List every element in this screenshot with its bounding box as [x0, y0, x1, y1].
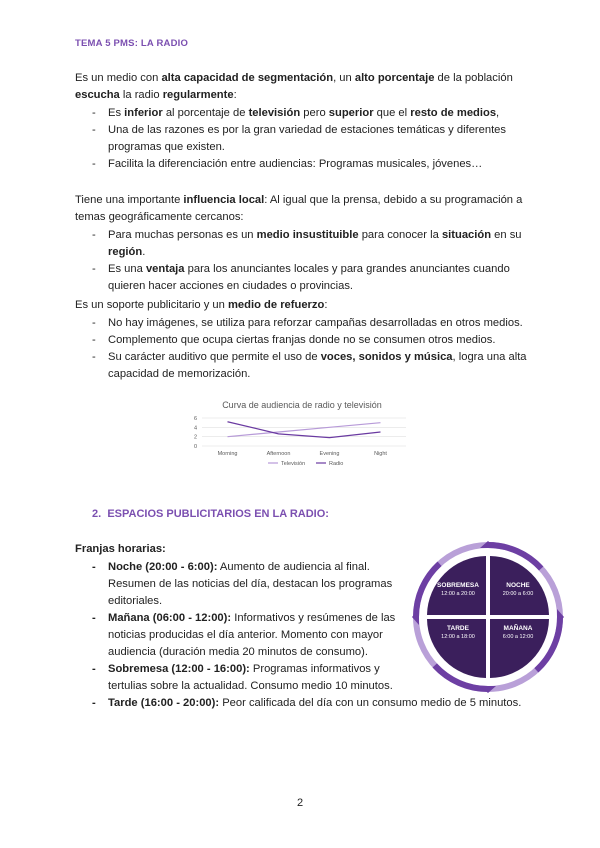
quadrant-title: MAÑANA — [503, 625, 533, 632]
y-tick-label: 0 — [193, 444, 197, 450]
cycle-quadrants — [427, 556, 549, 678]
list-item: - No hay imágenes, se utiliza para reforzar campañas desarrolladas en otros medios. — [92, 315, 532, 332]
bullet-list-reinforcement — [92, 315, 532, 383]
paragraph-segmentation — [75, 70, 535, 104]
paragraph-local-influence: Tiene una importante influencia local: Al igual que la prensa, debido a su programación a temas geográficamente cercanos: — [75, 194, 523, 223]
quadrant-time: 12:00 a 18:00 — [441, 634, 475, 640]
list-item: - Complemento que ocupa ciertas franjas donde no se consumen otros medios. — [92, 332, 532, 349]
text-bold: alto porcentaje — [354, 72, 435, 84]
section-heading — [92, 508, 329, 520]
text-segment: la radio — [119, 89, 163, 101]
list-item: - Es una ventaja para los anunciantes locales y para grandes anunciantes cuando quieren hacer acciones en ciudades o provincias. — [92, 261, 532, 295]
text-segment: : — [233, 89, 237, 101]
bullet-list-segmentation — [92, 105, 532, 173]
section-title: ESPACIOS PUBLICITARIOS EN LA RADIO: — [107, 508, 329, 520]
bullet-list-local — [92, 227, 532, 295]
list-item: - Noche (20:00 - 6:00): Aumento de audiencia al final. Resumen de las noticias del día, destacan los programas editoriales. — [92, 559, 402, 610]
list-item: - Facilita la diferenciación entre audiencias: Programas musicales, jóvenes… — [92, 156, 532, 173]
text-bold: escucha — [75, 89, 120, 101]
franjas-title: Franjas horarias: — [75, 543, 166, 555]
list-item: - Mañana (06:00 - 12:00): Informativos y resúmenes de las noticias producidas el día anterior. Momento con mayor audiencia (duración media 20 minutos de consumo). — [92, 610, 402, 661]
list-item: - Es inferior al porcentaje de televisión pero superior que el resto de medios, — [92, 105, 532, 122]
quadrant-time: 12:00 a 20:00 — [441, 591, 475, 597]
list-item: - Una de las razones es por la gran variedad de estaciones temáticas y diferentes programas que existen. — [92, 122, 532, 156]
page-header: TEMA 5 PMS: LA RADIO — [75, 38, 189, 49]
chart-series — [228, 422, 381, 438]
x-tick-label: Evening — [319, 451, 340, 457]
y-tick-label: 6 — [193, 416, 197, 422]
legend-label: Radio — [329, 461, 344, 467]
quadrant-title: NOCHE — [506, 582, 530, 589]
chart-y-axis — [194, 416, 197, 450]
legend-label: Televisión — [281, 461, 306, 467]
text-segment: , un — [333, 72, 355, 84]
quadrant-title: SOBREMESA — [437, 582, 479, 589]
cycle-ring — [412, 541, 564, 693]
quadrant-time: 20:00 a 6:00 — [502, 591, 534, 597]
text-bold: alta capacidad de segmentación — [161, 72, 334, 84]
audience-line-chart — [180, 392, 410, 474]
text-segment: Es un medio con — [75, 72, 162, 84]
paragraph-reinforcement: Es un soporte publicitario y un medio de refuerzo: — [75, 299, 328, 311]
chart-x-axis — [218, 451, 388, 457]
list-item: - Para muchas personas es un medio insustituible para conocer la situación en su región. — [92, 227, 532, 261]
section-number: 2. — [92, 508, 102, 520]
list-item: - Sobremesa (12:00 - 16:00): Programas informativos y tertulias sobre la actualidad. Consumo medio 10 minutos. — [92, 661, 402, 695]
text-segment: de la población — [434, 72, 513, 84]
quadrant-time: 6:00 a 12:00 — [502, 634, 534, 640]
x-tick-label: Morning — [217, 451, 238, 457]
x-tick-label: Afternoon — [266, 451, 291, 457]
time-slot-cycle-diagram — [408, 540, 568, 695]
x-tick-label: Night — [374, 451, 387, 457]
y-tick-label: 4 — [193, 425, 197, 432]
y-tick-label: 2 — [193, 434, 197, 441]
quadrant-title: TARDE — [447, 625, 469, 632]
list-item: - Su carácter auditivo que permite el uso de voces, sonidos y música, logra una alta capacidad de memorización. — [92, 349, 532, 383]
text-bold: regularmente — [162, 89, 234, 101]
list-item: - Tarde (16:00 - 20:00): Peor calificada del día con un consumo medio de 5 minutos. — [92, 695, 548, 712]
page-number: 2 — [296, 797, 304, 809]
chart-title: Curva de audiencia de radio y televisión — [222, 400, 382, 410]
chart-legend — [268, 461, 343, 467]
